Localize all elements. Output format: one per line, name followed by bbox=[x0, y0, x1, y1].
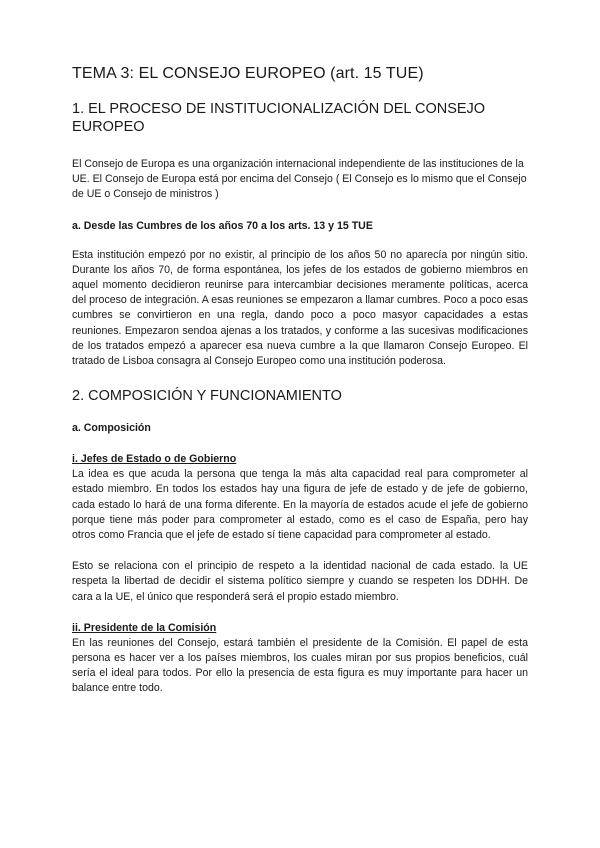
section-1-heading: 1. EL PROCESO DE INSTITUCIONALIZACIÓN DEL CONSEJO EUROPEO bbox=[72, 101, 486, 135]
item-i-text: La idea es que acuda la persona que tenga la más alta capacidad real para comprometer al estado miembro. En todos los estados hay una figura de jefe de estado y de jefe de gobierno, cada estado lo hará de una forma diferente. En la mayoría de estados acude el jefe de gobierno porque tiene más poder para comprometer al estado, como es el caso de España, pero hay otros como Francia que el jefe de estado sí tiene capacidad para comprometer al estado. bbox=[72, 468, 528, 542]
subsection-1a-heading: a. Desde las Cumbres de los años 70 a los arts. 13 y 15 TUE bbox=[72, 219, 373, 232]
document-title: TEMA 3: EL CONSEJO EUROPEO (art. 15 TUE) bbox=[72, 65, 424, 82]
section-2-heading: 2. COMPOSICIÓN Y FUNCIONAMIENTO bbox=[72, 388, 342, 405]
item-ii-heading: ii. Presidente de la Comisión bbox=[72, 621, 217, 634]
spacer bbox=[72, 605, 528, 621]
item-i-heading: i. Jefes de Estado o de Gobierno bbox=[72, 453, 237, 466]
spacer bbox=[72, 203, 528, 219]
spacer bbox=[72, 234, 528, 248]
subsection-2a-heading: a. Composición bbox=[72, 422, 151, 435]
item-ii-text: En las reuniones del Consejo, estará también el presidente de la Comisión. El papel de esta persona es hacer ver a los países miembros, los cuales miran por sus propios beneficios, cuál sería el ideal para todos. Por ello la presencia de esta figura es muy importante para hacer un balance entre todo. bbox=[72, 636, 528, 695]
spacer bbox=[72, 543, 528, 559]
subsection-1a-text: Esta institución empezó por no existir, al principio de los años 50 no aparecía por ningún sitio. Durante los años 70, de forma espontánea, los jefes de los estados de gobierno miembros en aquel momento decidieron reunirse para intercambiar decisiones meramente políticas, acerca del proceso de integración. A esas reuniones se empezaron a llamar cumbres. Poco a poco esas cumbres se convirtieron en una regla, dando poco a poco masyor capacidades a estas reuniones. Empezaron sendoa ajenas a los tratados, y conforme a las sucesivas modificaciones de los tratados empezó a aparecer esa nueva cumbre a la que llamaron Consejo Europeo. El tratado de Lisboa consagra al Consejo Europeo como una institución poderosa. bbox=[72, 248, 528, 368]
document-page bbox=[72, 64, 528, 697]
section-1-intro: El Consejo de Europa es una organización internacional independiente de las instituciones de la UE. El Consejo de Europa está por encima del Consejo ( El Consejo es lo mismo que el Consejo de UE o Consejo de ministros ) bbox=[72, 158, 527, 201]
spacer bbox=[72, 436, 528, 452]
item-i-text-2: Esto se relaciona con el principio de respeto a la identidad nacional de cada estado. la UE respeta la libertad de decidir el sistema político siempre y cuando se respeten los DDHH. De cara a la UE, el único que responderá será el propio estado miembro. bbox=[72, 560, 528, 603]
